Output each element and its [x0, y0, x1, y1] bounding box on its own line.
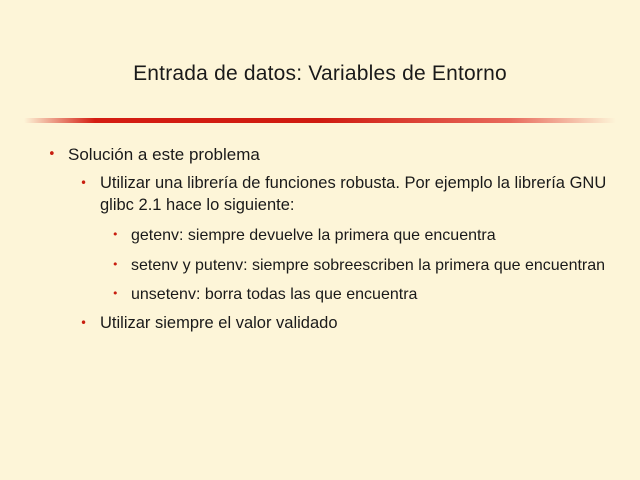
list-item-text: Solución a este problema — [68, 145, 260, 164]
list-item-text: setenv y putenv: siempre sobreescriben la primera que encuentran — [131, 256, 606, 274]
list-item — [112, 225, 616, 246]
page-title: Entrada de datos: Variables de Entorno — [133, 62, 507, 85]
list-item — [80, 173, 616, 217]
title-divider — [24, 118, 616, 123]
list-item — [112, 255, 616, 276]
bullet-icon: • — [80, 315, 88, 330]
list-item-text: getenv: siempre devuelve la primera que encuentra — [131, 227, 496, 245]
bullet-icon: • — [112, 257, 119, 271]
list-item-text: Utilizar siempre el valor validado — [100, 313, 338, 332]
slide-body — [30, 138, 616, 335]
list-item-text: Utilizar una librería de funciones robusta. Por ejemplo la librería GNU glibc 2.1 hace lo siguiente: — [100, 174, 607, 215]
bullet-icon: • — [80, 176, 88, 191]
bullet-icon: • — [112, 287, 119, 301]
bullet-icon: • — [48, 147, 56, 162]
bullet-icon: • — [112, 228, 119, 242]
list-item — [48, 144, 616, 166]
list-item — [80, 313, 616, 335]
list-item-text: unsetenv: borra todas las que encuentra — [131, 286, 418, 304]
list-item — [112, 284, 616, 305]
